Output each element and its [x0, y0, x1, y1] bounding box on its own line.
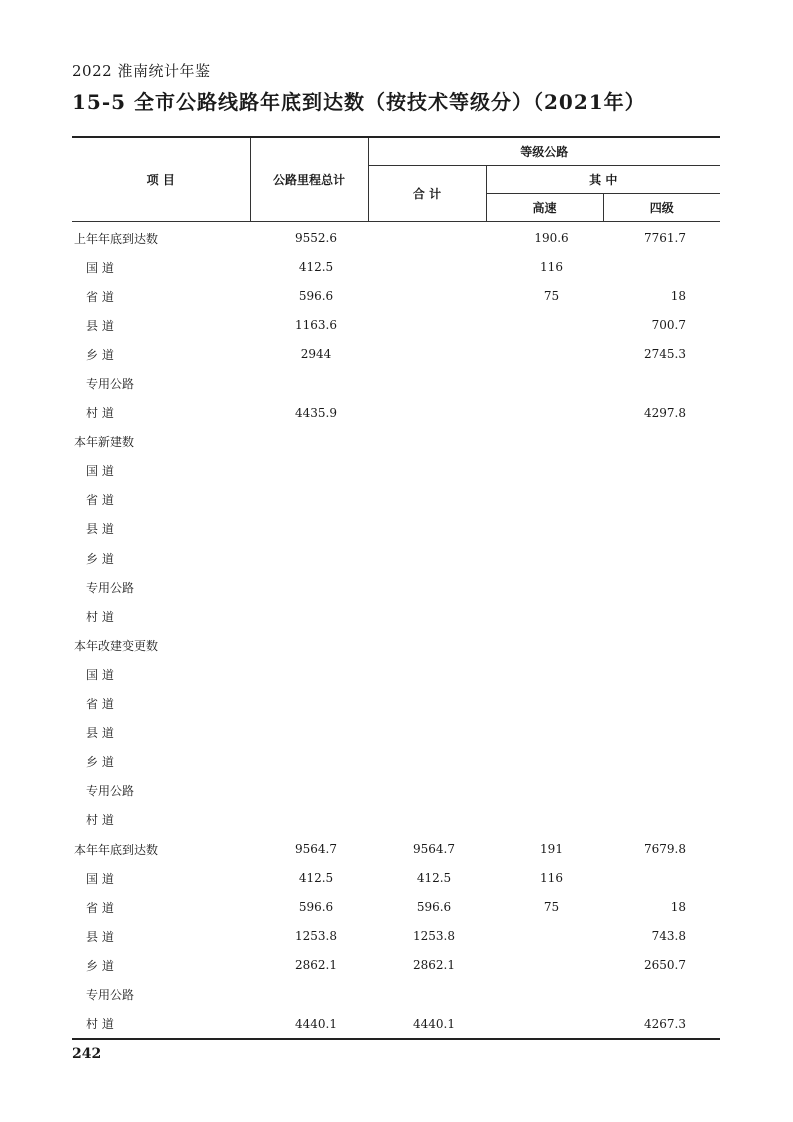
row-label: 省 道 — [86, 900, 114, 915]
cell-subtotal — [368, 776, 486, 805]
cell-expressway — [486, 311, 603, 340]
cell-class4 — [603, 514, 720, 543]
cell-subtotal: 9564.7 — [413, 842, 455, 857]
table-row — [72, 747, 720, 776]
cell-class4 — [603, 980, 720, 1009]
cell-expressway: 190.6 — [534, 231, 569, 246]
cell-class4: 4297.8 — [644, 405, 686, 420]
row-label: 本年改建变更数 — [74, 638, 159, 653]
cell-expressway — [486, 456, 603, 485]
cell-subtotal: 596.6 — [416, 900, 452, 915]
row-label: 乡 道 — [86, 755, 114, 770]
cell-total — [250, 718, 368, 747]
cell-expressway — [486, 573, 603, 602]
row-label: 上年年底到达数 — [74, 231, 159, 246]
row-label: 村 道 — [86, 406, 114, 421]
cell-expressway — [486, 340, 603, 369]
cell-subtotal — [368, 398, 486, 427]
cell-total: 9564.7 — [295, 842, 337, 857]
cell-total — [250, 514, 368, 543]
cell-total — [250, 456, 368, 485]
cell-subtotal — [368, 660, 486, 689]
cell-expressway — [486, 689, 603, 718]
row-label: 省 道 — [86, 289, 114, 304]
row-label: 本年新建数 — [74, 435, 135, 450]
cell-class4: 700.7 — [651, 318, 686, 333]
table-row — [72, 485, 720, 514]
row-label: 专用公路 — [86, 987, 135, 1002]
cell-subtotal: 412.5 — [416, 871, 452, 886]
table-row — [72, 282, 720, 311]
row-label: 县 道 — [86, 318, 114, 333]
cell-expressway — [486, 660, 603, 689]
table-title: 15-5 全市公路线路年底到达数（按技术等级分）（2021年） — [72, 90, 646, 114]
cell-class4 — [603, 485, 720, 514]
table-row — [72, 340, 720, 369]
table-row — [72, 922, 720, 951]
table-row — [72, 573, 720, 602]
cell-expressway — [486, 922, 603, 951]
row-label: 本年年底到达数 — [74, 842, 159, 857]
cell-expressway — [486, 544, 603, 573]
cell-expressway: 75 — [543, 900, 560, 915]
header-of-which: 其 中 — [486, 165, 720, 193]
table-row — [72, 221, 720, 253]
row-label: 省 道 — [86, 697, 114, 712]
cell-total: 4435.9 — [295, 405, 337, 420]
cell-subtotal — [368, 544, 486, 573]
row-label: 专用公路 — [86, 580, 135, 595]
table-row — [72, 514, 720, 543]
cell-total — [250, 747, 368, 776]
row-label: 专用公路 — [86, 784, 135, 799]
cell-expressway — [486, 427, 603, 456]
row-label: 乡 道 — [86, 551, 114, 566]
cell-class4 — [603, 718, 720, 747]
cell-total: 1253.8 — [295, 929, 337, 944]
cell-class4: 18 — [670, 900, 686, 915]
header-expressway: 高速 — [486, 193, 603, 221]
statistics-table-container — [72, 136, 720, 1040]
cell-class4 — [603, 776, 720, 805]
cell-class4: 4267.3 — [603, 1009, 720, 1039]
cell-total — [250, 660, 368, 689]
table-row — [72, 1009, 720, 1039]
table-row — [72, 398, 720, 427]
cell-subtotal — [368, 747, 486, 776]
cell-subtotal — [368, 485, 486, 514]
header-total-mileage: 公路里程总计 — [250, 137, 368, 221]
cell-class4 — [603, 805, 720, 834]
cell-expressway — [486, 1009, 603, 1039]
row-label: 村 道 — [72, 1009, 250, 1039]
cell-subtotal: 1253.8 — [413, 929, 455, 944]
cell-total: 412.5 — [298, 260, 334, 275]
table-row — [72, 805, 720, 834]
row-label: 县 道 — [86, 522, 114, 537]
table-row — [72, 864, 720, 893]
cell-total: 9552.6 — [295, 231, 337, 246]
table-row — [72, 369, 720, 398]
cell-subtotal — [368, 369, 486, 398]
table-row — [72, 544, 720, 573]
cell-subtotal — [368, 689, 486, 718]
row-label: 乡 道 — [86, 347, 114, 362]
cell-subtotal — [368, 631, 486, 660]
cell-subtotal — [368, 805, 486, 834]
cell-expressway: 116 — [540, 260, 563, 275]
header-subtotal: 合 计 — [368, 165, 486, 221]
row-label: 乡 道 — [86, 958, 114, 973]
cell-subtotal — [368, 311, 486, 340]
cell-expressway: 116 — [540, 871, 563, 886]
cell-expressway — [486, 514, 603, 543]
table-header — [72, 137, 720, 221]
cell-expressway — [486, 718, 603, 747]
page-number: 242 — [72, 1046, 102, 1062]
cell-subtotal — [368, 221, 486, 253]
cell-subtotal — [368, 427, 486, 456]
cell-class4: 2650.7 — [644, 958, 686, 973]
cell-total — [250, 776, 368, 805]
cell-expressway — [486, 631, 603, 660]
cell-subtotal — [368, 282, 486, 311]
header-item: 项 目 — [72, 137, 250, 221]
book-title: 2022 淮南统计年鉴 — [72, 62, 211, 80]
row-label: 国 道 — [86, 464, 114, 479]
cell-subtotal — [368, 980, 486, 1009]
cell-expressway — [486, 776, 603, 805]
cell-class4 — [603, 456, 720, 485]
cell-subtotal — [368, 340, 486, 369]
table-row — [72, 776, 720, 805]
row-label: 国 道 — [86, 871, 114, 886]
cell-subtotal: 4440.1 — [368, 1009, 486, 1039]
row-label: 县 道 — [86, 726, 114, 741]
cell-expressway — [486, 747, 603, 776]
table-row — [72, 602, 720, 631]
cell-total — [250, 427, 368, 456]
cell-total: 4440.1 — [250, 1009, 368, 1039]
cell-total — [250, 485, 368, 514]
table-row — [72, 980, 720, 1009]
table-row — [72, 951, 720, 980]
table-row — [72, 311, 720, 340]
cell-class4: 7679.8 — [644, 842, 686, 857]
cell-class4 — [603, 544, 720, 573]
row-label: 国 道 — [86, 260, 114, 275]
cell-total — [250, 980, 368, 1009]
cell-expressway — [486, 951, 603, 980]
table-row — [72, 456, 720, 485]
cell-class4: 18 — [670, 289, 686, 304]
cell-class4 — [603, 602, 720, 631]
cell-class4 — [603, 660, 720, 689]
table-row — [72, 631, 720, 660]
cell-expressway — [486, 602, 603, 631]
table-row — [72, 253, 720, 282]
cell-subtotal — [368, 253, 486, 282]
cell-total — [250, 544, 368, 573]
table-row — [72, 718, 720, 747]
row-label: 省 道 — [86, 493, 114, 508]
cell-total — [250, 369, 368, 398]
table-row — [72, 689, 720, 718]
highway-mileage-table — [72, 136, 720, 1040]
cell-expressway — [486, 369, 603, 398]
table-row — [72, 893, 720, 922]
cell-expressway: 75 — [543, 289, 560, 304]
cell-class4 — [603, 573, 720, 602]
cell-expressway — [486, 398, 603, 427]
table-row — [72, 427, 720, 456]
cell-total — [250, 805, 368, 834]
cell-expressway — [486, 805, 603, 834]
cell-total: 596.6 — [298, 900, 334, 915]
row-label: 村 道 — [86, 609, 114, 624]
cell-class4: 7761.7 — [644, 231, 686, 246]
cell-expressway — [486, 980, 603, 1009]
cell-class4 — [603, 253, 720, 282]
cell-total — [250, 689, 368, 718]
row-label: 村 道 — [86, 813, 114, 828]
cell-class4 — [603, 864, 720, 893]
cell-class4 — [603, 369, 720, 398]
cell-total: 1163.6 — [295, 318, 337, 333]
row-label: 国 道 — [86, 667, 114, 682]
table-body — [72, 221, 720, 1039]
cell-total: 2862.1 — [295, 958, 337, 973]
table-row — [72, 660, 720, 689]
header-graded-roads: 等级公路 — [368, 137, 720, 165]
row-label: 县 道 — [86, 929, 114, 944]
cell-subtotal — [368, 514, 486, 543]
cell-total — [250, 631, 368, 660]
cell-class4 — [603, 631, 720, 660]
cell-subtotal — [368, 718, 486, 747]
cell-total: 412.5 — [298, 871, 334, 886]
cell-total — [250, 602, 368, 631]
cell-subtotal: 2862.1 — [413, 958, 455, 973]
cell-class4 — [603, 747, 720, 776]
cell-class4: 743.8 — [651, 929, 686, 944]
cell-subtotal — [368, 602, 486, 631]
cell-total — [250, 573, 368, 602]
cell-subtotal — [368, 573, 486, 602]
cell-expressway: 191 — [540, 842, 563, 857]
cell-total: 596.6 — [298, 289, 334, 304]
cell-class4 — [603, 689, 720, 718]
header-class4: 四级 — [603, 193, 720, 221]
cell-class4 — [603, 427, 720, 456]
cell-total: 2944 — [300, 347, 332, 362]
table-row — [72, 834, 720, 863]
cell-class4: 2745.3 — [644, 347, 686, 362]
cell-expressway — [486, 485, 603, 514]
row-label: 专用公路 — [86, 377, 135, 392]
cell-subtotal — [368, 456, 486, 485]
